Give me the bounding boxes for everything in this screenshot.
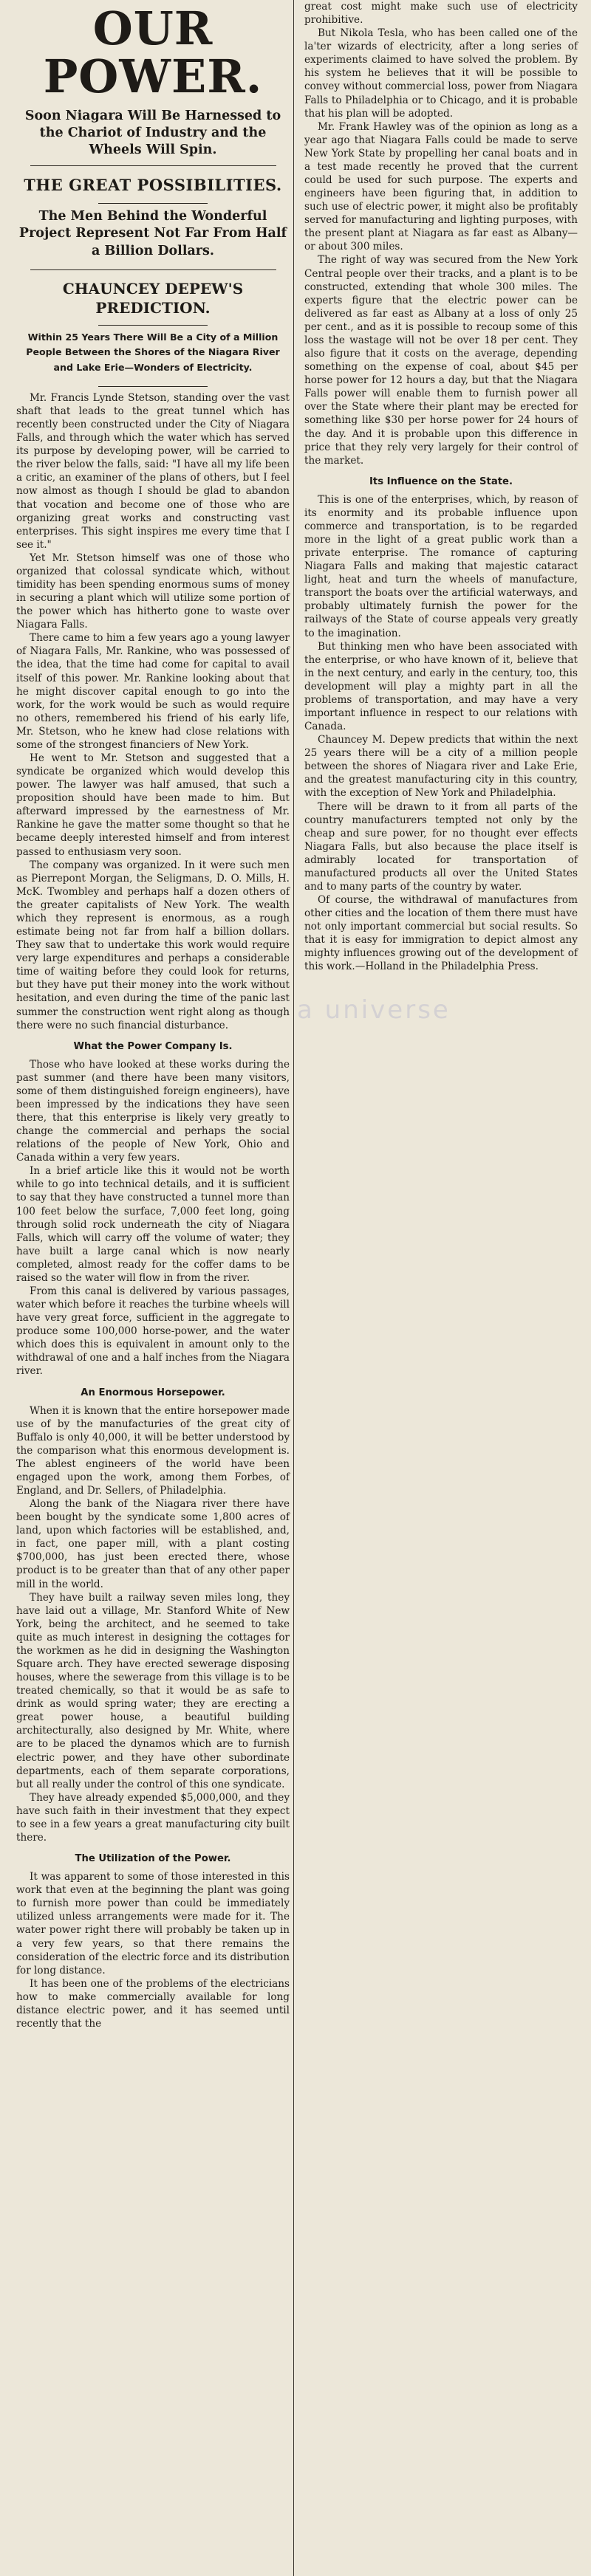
- headline-deck-2: THE GREAT POSSIBILITIES.: [24, 176, 282, 195]
- masthead: OUR POWER.: [43, 1, 263, 104]
- paragraph: When it is known that the entire horsepower made use of by the manufacturies of the great city of Buffalo is only 40,000, it will be better understood by the comparison what this enormous development is. The ablest engineers of the world have been engaged upon the work, among them Forbes, of England, and Dr. Sellers, of Philadelphia.: [16, 1404, 290, 1497]
- subhead: Its Influence on the State.: [369, 475, 513, 487]
- paragraph: great cost might make such use of electricity prohibitive.: [304, 1, 578, 27]
- paragraph: Along the bank of the Niagara river there have been bought by the syndicate some 1,800 acres of land, upon which factories will be established, and, in fact, one paper mill, with a plant costing $700,000, has just been erected there, whose product is to be greater than that of any other paper mill in the world.: [16, 1498, 290, 1590]
- right-column: [304, 0, 578, 974]
- divider: [98, 325, 208, 326]
- paragraph: Chauncey M. Depew predicts that within the next 25 years there will be a city of a million people between the shores of Niagara river and Lake Erie, and the greatest manufacturing city in this country, with the exception of New York and Philadelphia.: [304, 734, 578, 800]
- paragraph: But thinking men who have been associated with the enterprise, or who have known of it, believe that in the next century, and early in the century, too, this development will play a mighty part in all the problems of transportation, and may have a very important influence in respect to our relations with Canada.: [304, 640, 578, 733]
- paragraph: It was apparent to some of those interested in this work that even at the beginning the plant was going to furnish more power than could be immediately utilized unless arrangements were made for it. The water power right there will probably be taken up in a very few years, so that there remains the consideration of the electric force and its distribution for long distance.: [16, 1871, 290, 1976]
- paragraph: Of course, the withdrawal of manufactures from other cities and the location of them there must have not only important commercial but social results. So that it is easy for immigration to depict almost any mighty influences growing out of the development of this work.—Holland in the Philadelphia Press.: [304, 894, 578, 973]
- headline-deck-5: Within 25 Years There Will Be a City of a Million People Between the Shores of the Niagara River and Lake Erie—Wonders of Electricity.: [26, 331, 280, 374]
- paragraph: But Nikola Tesla, who has been called one of the la'ter wizards of electricity, after a long series of experiments claimed to have solved the problem. By his system he believes that it will be possible to convey without commercial loss, power from Niagara Falls to Philadelphia or to Chicago, and it is probable that his plan will be adopted.: [304, 27, 578, 120]
- headline-deck-4: CHAUNCEY DEPEW'S PREDICTION.: [62, 279, 244, 317]
- subhead: The Utilization of the Power.: [75, 1853, 231, 1865]
- paragraph: Mr. Francis Lynde Stetson, standing over the vast shaft that leads to the great tunnel which has recently been constructed under the City of Niagara Falls, and through which the water which has served its purpose by developing power, will be carried to the river below the falls, said: "I have all my life been a critic, an examiner of the plans of others, but I feel now almost as though I should be glad to abandon that vocation and become one of those who are organizing great works and constructing vast enterprises. This sight inspires me every time that I see it.": [16, 391, 290, 551]
- divider: [30, 165, 276, 166]
- paragraph: They have already expended $5,000,000, and they have such faith in their investment that they expect to see in a few years a great manufacturing city built there.: [16, 1791, 290, 1844]
- headline-deck-1: Soon Niagara Will Be Harnessed to the Chariot of Industry and the Wheels Will Spin.: [24, 109, 281, 157]
- paragraph: In a brief article like this it would not be worth while to go into technical details, and it is sufficient to say that they have constructed a tunnel more than 100 feet below the surface, 7,000 feet long, going through solid rock underneath the city of Niagara Falls, which will carry off the volume of water; they have built a large canal which is now nearly completed, almost ready for the coffer dams to be raised so the water will flow in from the river.: [16, 1165, 290, 1284]
- paragraph: Those who have looked at these works during the past summer (and there have been many visitors, some of them distinguished foreign engineers), have been impressed by the indications they have seen there, that this enterprise is likely very greatly to change the commercial and perhaps the social relations of the people of New York, Ohio and Canada within a very few years.: [16, 1058, 290, 1164]
- headline-deck-3: The Men Behind the Wonderful Project Represent Not Far From Half a Billion Dollars.: [18, 208, 287, 258]
- paragraph: Mr. Frank Hawley was of the opinion as long as a year ago that Niagara Falls could be made to serve New York State by propelling her canal boats and in a test made recently he proved that the current could be used for such purpose. The experts and engineers have been figuring that, in addition to such use of electric power, it might also be profitably served for manufacturing and lighting purposes, with the present plant at Niagara as far east as Albany—or about 300 miles.: [304, 120, 578, 253]
- paragraph: He went to Mr. Stetson and suggested that a syndicate be organized which would develop this power. The lawyer was half amused, that such a proposition should have been made to him. But afterward impressed by the earnestness of Mr. Rankine he gave the matter some thought so that he became deeply interested himself and from interest passed to enthusiasm very soon.: [16, 752, 290, 858]
- paragraph: There came to him a few years ago a young lawyer of Niagara Falls, Mr. Rankine, who was possessed of the idea, that the time had come for capital to avail itself of this power. Mr. Rankine looking about that he might discover capital enough to go into the work, for the work would be such as would require no others, remembered his friend of his early life, Mr. Stetson, who he knew had close relations with some of the strongest financiers of New York.: [16, 632, 290, 751]
- watermark: a universe: [297, 995, 451, 1025]
- paragraph: Yet Mr. Stetson himself was one of those who organized that colossal syndicate which, without timidity has been spending enormous sums of money in securing a plant which will utilize some portion of the power which has hitherto gone to waste over Niagara Falls.: [16, 552, 290, 631]
- paragraph: They have built a railway seven miles long, they have laid out a village, Mr. Stanford White of New York, being the architect, and he seemed to take quite as much interest in designing the cottages for the workmen as he did in designing the Washington Square arch. They have erected sewerage disposing houses, where the sewerage from this village is to be treated chemically, so that it would be as safe to drink as would spring water; they are erecting a great power house, a beautiful building architecturally, also designed by Mr. White, where are to be placed the dynamos which are to furnish electric power, and they have other subordinate departments, each of them separate corporations, but all really under the control of this one syndicate.: [16, 1591, 290, 1790]
- subhead: What the Power Company Is.: [73, 1040, 233, 1052]
- divider: [98, 203, 208, 204]
- left-column: [16, 0, 290, 2030]
- paragraph: The company was organized. In it were such men as Pierrepont Morgan, the Seligmans, D. O. Mills, H. McK. Twombley and perhaps half a dozen others of the greater capitalists of New York. The wealth which they represent is enormous, as a rough estimate being not far from half a billion dollars. They saw that to undertake this work would require very large expenditures and perhaps a considerable time of waiting before they could look for returns, but they have put their money into the work without hesitation, and even during the time of the panic last summer the construction went right along as though there were no such financial disturbance.: [16, 859, 290, 1031]
- paragraph: From this canal is delivered by various passages, water which before it reaches the turbine wheels will have very great force, sufficient in the aggregate to produce some 100,000 horse-power, and the water which does this is equivalent in amount only to the withdrawal of one and a half inches from the Niagara river.: [16, 1285, 290, 1378]
- paragraph: This is one of the enterprises, which, by reason of its enormity and its probable influence upon commerce and transportation, is to be regarded more in the light of a great public work than a private enterprise. The romance of capturing Niagara Falls and making that majestic cataract light, heat and turn the wheels of manufacture, transport the boats over the artificial waterways, and probably ultimately furnish the power for the railways of the State of course appeals very greatly to the imagination.: [304, 493, 578, 639]
- subhead: An Enormous Horsepower.: [81, 1387, 225, 1398]
- divider: [30, 269, 276, 270]
- paragraph: It has been one of the problems of the electricians how to make commercially available for long distance electric power, and it has seemed until recently that the: [16, 1977, 290, 2030]
- paragraph: The right of way was secured from the New York Central people over their tracks, and a plant is to be constructed, extending that whole 300 miles. The experts figure that the electric power can be delivered as far east as Albany at a loss of only 25 per cent., and as it is possible to recoup some of this loss the wastage will not be over 18 per cent. They also figure that it costs on the average, depending something on the expense of coal, about $45 per horse power for 12 hours a day, but that the Niagara Falls power will enable them to furnish power all over the State where their plant may be erected for something like $30 per horse power for 24 hours of the day. And it is probable upon this difference in price that they rely very largely for their control of the market.: [304, 254, 578, 467]
- divider: [98, 386, 208, 387]
- paragraph: There will be drawn to it from all parts of the country manufacturers tempted not only by the cheap and sure power, for no thought ever effects Niagara Falls, but also because the place itself is admirably located for transportation of manufactured products all over the United States and to many parts of the country by water.: [304, 800, 578, 893]
- column-rule: [293, 0, 294, 2576]
